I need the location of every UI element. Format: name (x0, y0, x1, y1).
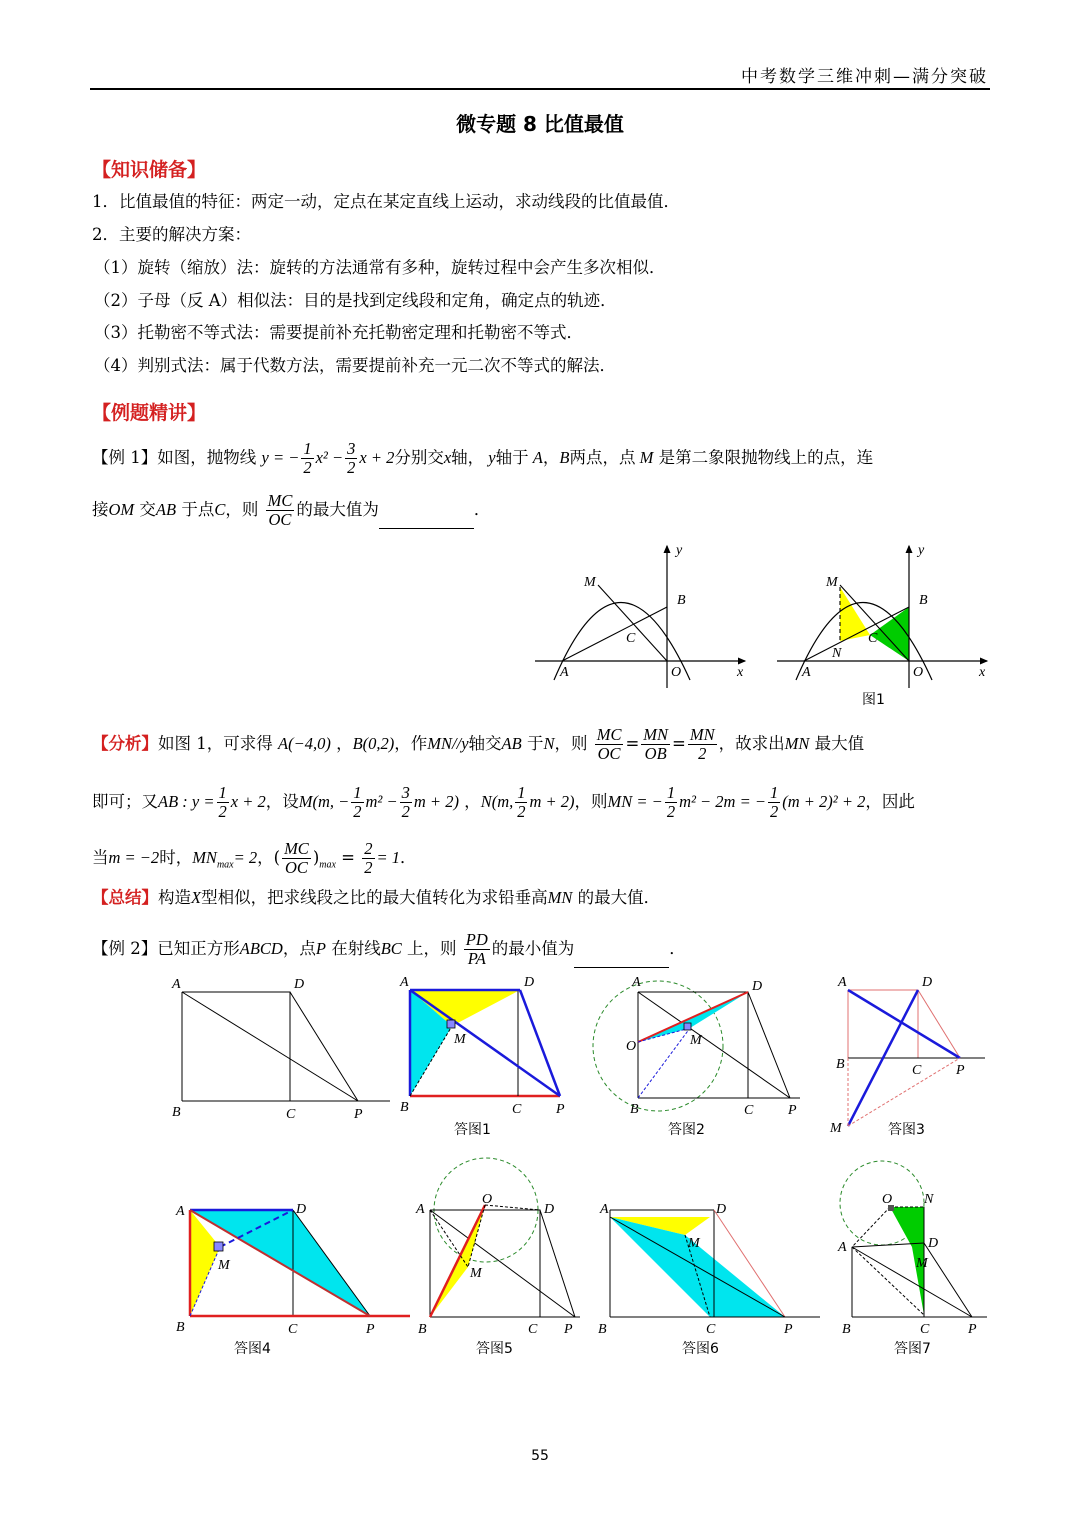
svg-text:O: O (882, 1192, 893, 1207)
svg-text:A: A (838, 1240, 847, 1255)
svg-text:A: A (632, 975, 641, 990)
label-y: y (676, 543, 683, 558)
svg-text:D: D (716, 1202, 727, 1217)
svg-text:M: M (454, 1032, 466, 1047)
label-C: C (626, 631, 636, 646)
svg-text:C: C (528, 1322, 538, 1337)
svg-text:B: B (919, 593, 928, 608)
answer-blank-2[interactable] (574, 951, 669, 968)
svg-text:M: M (218, 1258, 230, 1273)
svg-text:O: O (482, 1192, 493, 1207)
svg-text:B: B (836, 1057, 845, 1072)
header-rule (90, 88, 990, 90)
svg-text:B: B (172, 1105, 181, 1120)
svg-text:A: A (400, 975, 409, 990)
svg-text:M: M (830, 1121, 842, 1136)
example-1-tag: 【例 1】 (92, 448, 158, 467)
parabola (796, 603, 932, 681)
answer-figure-4 (175, 1202, 410, 1357)
examples-heading: 【例题精讲】 (92, 402, 207, 424)
svg-text:A: A (172, 977, 181, 992)
svg-text:O: O (913, 665, 924, 680)
figure-left (535, 543, 745, 688)
svg-text:答图7: 答图7 (894, 1341, 931, 1357)
svg-text:答图4: 答图4 (234, 1341, 271, 1357)
label-O: O (671, 665, 682, 680)
label-B: B (677, 593, 686, 608)
svg-text:P: P (354, 1107, 363, 1122)
answer-blank[interactable] (379, 512, 474, 529)
svg-text:P: P (788, 1103, 797, 1118)
example-1-line-1: 【例 1】如图，抛物线 y = − $\frac{1}{2}$ x² − $\frac{3}{2}$ x + 2分别交x轴， y轴于 A，B两点，点 M 是第二象限抛物线上的点，连 (92, 439, 874, 477)
example-2-tag: 【例 2】 (92, 939, 158, 958)
svg-text:M: M (688, 1236, 700, 1251)
svg-text:C: C (706, 1322, 716, 1337)
page-title: 微专题 8 比值最值 (456, 112, 624, 136)
square-figures-row-2 (160, 1155, 1000, 1360)
svg-text:A: A (802, 665, 811, 680)
analysis-line-3: 当m = −2时，$MN_{max}= 2$，( $\frac{MC}{OC}$ )$_{max}$ = $\frac{2}{2}$ = 1． (92, 839, 417, 877)
analysis-tag: 【分析】 (92, 734, 158, 753)
answer-figure-2 (593, 975, 800, 1138)
svg-text:C: C (868, 631, 878, 646)
svg-text:C: C (288, 1322, 298, 1337)
answer-figure-6 (598, 1202, 820, 1357)
figure-square (171, 977, 390, 1122)
fraction-pd-pa: $\frac{PD}{PA}$ (465, 930, 488, 968)
svg-text:B: B (400, 1100, 409, 1115)
svg-text:D: D (922, 975, 933, 990)
svg-text:答图1: 答图1 (454, 1122, 491, 1138)
knowledge-line-6: （4）判别式法：属于代数方法，需要提前补充一元二次不等式的解法． (94, 356, 616, 375)
knowledge-line-4: （2）子母（反 A）相似法：目的是找到定线段和定角，确定点的轨迹． (94, 291, 617, 310)
svg-text:D: D (296, 1202, 307, 1217)
svg-text:D: D (524, 975, 535, 990)
summary-tag: 【总结】 (92, 888, 158, 907)
answer-figure-3 (829, 975, 985, 1138)
svg-text:答图6: 答图6 (682, 1341, 719, 1357)
svg-text:答图2: 答图2 (668, 1122, 705, 1138)
svg-text:M: M (826, 575, 838, 590)
svg-text:A: A (600, 1202, 609, 1217)
knowledge-heading: 【知识储备】 (92, 159, 207, 181)
svg-text:M: M (916, 1256, 928, 1271)
svg-text:B: B (598, 1322, 607, 1337)
svg-text:B: B (176, 1320, 185, 1335)
svg-text:A: A (176, 1204, 185, 1219)
svg-text:P: P (564, 1322, 573, 1337)
parabola (554, 603, 690, 681)
svg-text:C: C (912, 1063, 922, 1078)
svg-text:O: O (626, 1039, 637, 1054)
page-number: 55 (531, 1448, 549, 1464)
svg-text:D: D (752, 979, 763, 994)
svg-text:P: P (556, 1102, 565, 1117)
knowledge-line-2: 2．主要的解决方案： (92, 225, 251, 244)
svg-text:C: C (512, 1102, 522, 1117)
svg-text:N: N (924, 1192, 934, 1207)
svg-text:P: P (956, 1063, 965, 1078)
svg-text:答图5: 答图5 (476, 1341, 513, 1357)
svg-text:M: M (470, 1266, 482, 1281)
answer-figure-5 (415, 1158, 580, 1357)
svg-text:x: x (979, 665, 986, 680)
knowledge-line-3: （1）旋转（缩放）法：旋转的方法通常有多种，旋转过程中会产生多次相似． (94, 258, 666, 277)
example-1-line-2: 接OM 交AB 于点C，则 $\frac{MC}{OC}$ 的最大值为 ． (92, 491, 491, 529)
svg-text:A: A (838, 975, 847, 990)
svg-text:B: B (630, 1102, 639, 1117)
answer-figure-1 (399, 975, 565, 1138)
caption-fig1: 图1 (862, 692, 885, 708)
parabola-figures (530, 540, 1000, 710)
svg-text:P: P (366, 1322, 375, 1337)
example-2: 【例 2】已知正方形ABCD，点P 在射线BC 上，则 $\frac{PD}{PA}$ 的最小值为 ． (92, 930, 686, 968)
label-A: A (560, 665, 569, 680)
svg-text:C: C (920, 1322, 930, 1337)
svg-text:y: y (918, 543, 925, 558)
svg-text:答图3: 答图3 (888, 1122, 925, 1138)
svg-text:M: M (690, 1033, 702, 1048)
running-header: 中考数学三维冲刺—满分突破 (741, 67, 988, 87)
fraction: $\frac{1}{2}$ (303, 439, 312, 477)
fraction: $\frac{3}{2}$ (347, 439, 356, 477)
svg-text:D: D (294, 977, 305, 992)
svg-text:C: C (744, 1103, 754, 1118)
answer-figure-7 (837, 1161, 987, 1357)
knowledge-line-1: 1．比值最值的特征：两定一动，定点在某定直线上运动，求动线段的比值最值． (92, 192, 680, 211)
svg-text:P: P (784, 1322, 793, 1337)
svg-text:D: D (544, 1202, 555, 1217)
label-M: M (584, 575, 596, 590)
svg-text:P: P (968, 1322, 977, 1337)
analysis-line-2: 即可；又AB : y = $\frac{1}{2}$ x + 2，设M(m, − $\frac{1}{2}$ m² − $\frac{3}{2}$ m + 2) ，N(m, $\frac{1}{2}$ m + 2)，则MN = − $\frac{1}{2}$ m² − 2m = − $\frac{1}{2}$ (m + 2)² + 2，因此 (92, 783, 915, 821)
summary: 【总结】构造X型相似，把求线段之比的最大值转化为求铅垂高MN 的最大值． (92, 888, 661, 907)
svg-text:B: B (418, 1322, 427, 1337)
knowledge-line-5: （3）托勒密不等式法：需要提前补充托勒密定理和托勒密不等式． (94, 323, 583, 342)
svg-text:B: B (842, 1322, 851, 1337)
svg-text:A: A (416, 1202, 425, 1217)
svg-text:C: C (286, 1107, 296, 1122)
analysis-line-1: 【分析】如图 1，可求得 A(−4,0) ，B(0,2)，作MN//y轴交AB 于N，则 $\frac{MC}{OC}$ = $\frac{MN}{OB}$ = $\frac{MN}{2}$ ，故求出MN 最大值 (92, 725, 865, 763)
fraction-mc-oc: $\frac{MC}{OC}$ (267, 491, 293, 529)
square-figures-row-1 (160, 968, 1000, 1143)
label-x: x (737, 665, 744, 680)
yellow-triangle (840, 587, 870, 641)
svg-text:D: D (928, 1236, 939, 1251)
figure-right (777, 543, 987, 708)
svg-text:N: N (832, 646, 842, 661)
